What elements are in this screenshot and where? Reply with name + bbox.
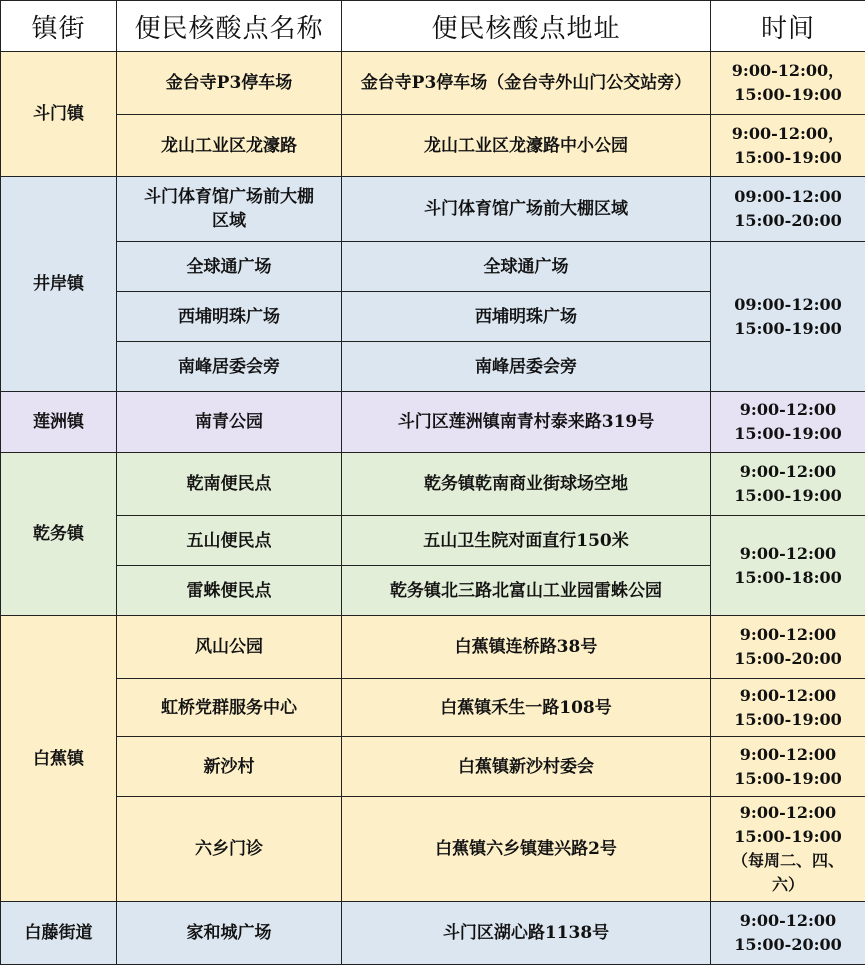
site-name: 新沙村 xyxy=(117,737,342,797)
town-cell: 白蕉镇 xyxy=(1,616,117,902)
header-site-name: 便民核酸点名称 xyxy=(117,1,342,52)
site-name: 南峰居委会旁 xyxy=(117,342,342,392)
table-row xyxy=(1,453,865,516)
site-address: 乾务镇北三路北富山工业园雷蛛公园 xyxy=(342,566,711,616)
site-address: 龙山工业区龙濠路中小公园 xyxy=(342,115,711,177)
town-cell: 莲洲镇 xyxy=(1,392,117,453)
site-name: 全球通广场 xyxy=(117,242,342,292)
table-row xyxy=(1,177,865,242)
site-address: 斗门体育馆广场前大棚区域 xyxy=(342,177,711,242)
site-address: 五山卫生院对面直行150米 xyxy=(342,516,711,566)
site-name: 乾南便民点 xyxy=(117,453,342,516)
site-address: 白蕉镇连桥路38号 xyxy=(342,616,711,679)
site-name: 家和城广场 xyxy=(117,902,342,965)
site-time: 09:00-12:00 15:00-20:00 xyxy=(711,177,865,242)
table-row xyxy=(1,242,865,292)
table-row xyxy=(1,737,865,797)
site-time: 9:00-12:00 15:00-20:00 xyxy=(711,902,865,965)
site-name: 南青公园 xyxy=(117,392,342,453)
site-time: 9:00-12:00， 15:00-19:00 xyxy=(711,115,865,177)
town-cell: 斗门镇 xyxy=(1,52,117,177)
site-time: 9:00-12:00， 15:00-19:00 xyxy=(711,52,865,115)
table-row xyxy=(1,797,865,902)
header-town: 镇街 xyxy=(1,1,117,52)
table-row xyxy=(1,52,865,115)
header-site-address: 便民核酸点地址 xyxy=(342,1,711,52)
site-address: 西埔明珠广场 xyxy=(342,292,711,342)
town-cell: 井岸镇 xyxy=(1,177,117,392)
site-address: 乾务镇乾南商业街球场空地 xyxy=(342,453,711,516)
site-name: 斗门体育馆广场前大棚 区域 xyxy=(117,177,342,242)
site-time: 9:00-12:00 15:00-19:00 xyxy=(711,392,865,453)
site-address: 斗门区湖心路1138号 xyxy=(342,902,711,965)
site-time: 9:00-12:00 15:00-19:00 （每周二、四、 六） xyxy=(711,797,865,902)
table-row xyxy=(1,902,865,965)
site-address: 白蕉镇六乡镇建兴路2号 xyxy=(342,797,711,902)
site-address: 南峰居委会旁 xyxy=(342,342,711,392)
town-cell: 白藤街道 xyxy=(1,902,117,965)
site-time: 9:00-12:00 15:00-19:00 xyxy=(711,737,865,797)
table-row xyxy=(1,516,865,566)
header-row xyxy=(1,1,865,52)
site-address: 白蕉镇新沙村委会 xyxy=(342,737,711,797)
site-time: 9:00-12:00 15:00-20:00 xyxy=(711,616,865,679)
site-name: 雷蛛便民点 xyxy=(117,566,342,616)
table-row xyxy=(1,679,865,737)
site-name: 金台寺P3停车场 xyxy=(117,52,342,115)
town-cell: 乾务镇 xyxy=(1,453,117,616)
site-name: 五山便民点 xyxy=(117,516,342,566)
site-name: 虹桥党群服务中心 xyxy=(117,679,342,737)
site-address: 白蕉镇禾生一路108号 xyxy=(342,679,711,737)
table-row xyxy=(1,392,865,453)
site-name: 龙山工业区龙濠路 xyxy=(117,115,342,177)
table-row xyxy=(1,616,865,679)
table-row xyxy=(1,115,865,177)
site-name: 六乡门诊 xyxy=(117,797,342,902)
header-time: 时间 xyxy=(711,1,865,52)
site-name: 风山公园 xyxy=(117,616,342,679)
site-name: 西埔明珠广场 xyxy=(117,292,342,342)
site-address: 全球通广场 xyxy=(342,242,711,292)
site-time: 9:00-12:00 15:00-19:00 xyxy=(711,679,865,737)
site-time: 9:00-12:00 15:00-18:00 xyxy=(711,516,865,616)
site-address: 斗门区莲洲镇南青村泰来路319号 xyxy=(342,392,711,453)
site-time: 09:00-12:00 15:00-19:00 xyxy=(711,242,865,392)
site-time: 9:00-12:00 15:00-19:00 xyxy=(711,453,865,516)
site-address: 金台寺P3停车场（金台寺外山门公交站旁） xyxy=(342,52,711,115)
